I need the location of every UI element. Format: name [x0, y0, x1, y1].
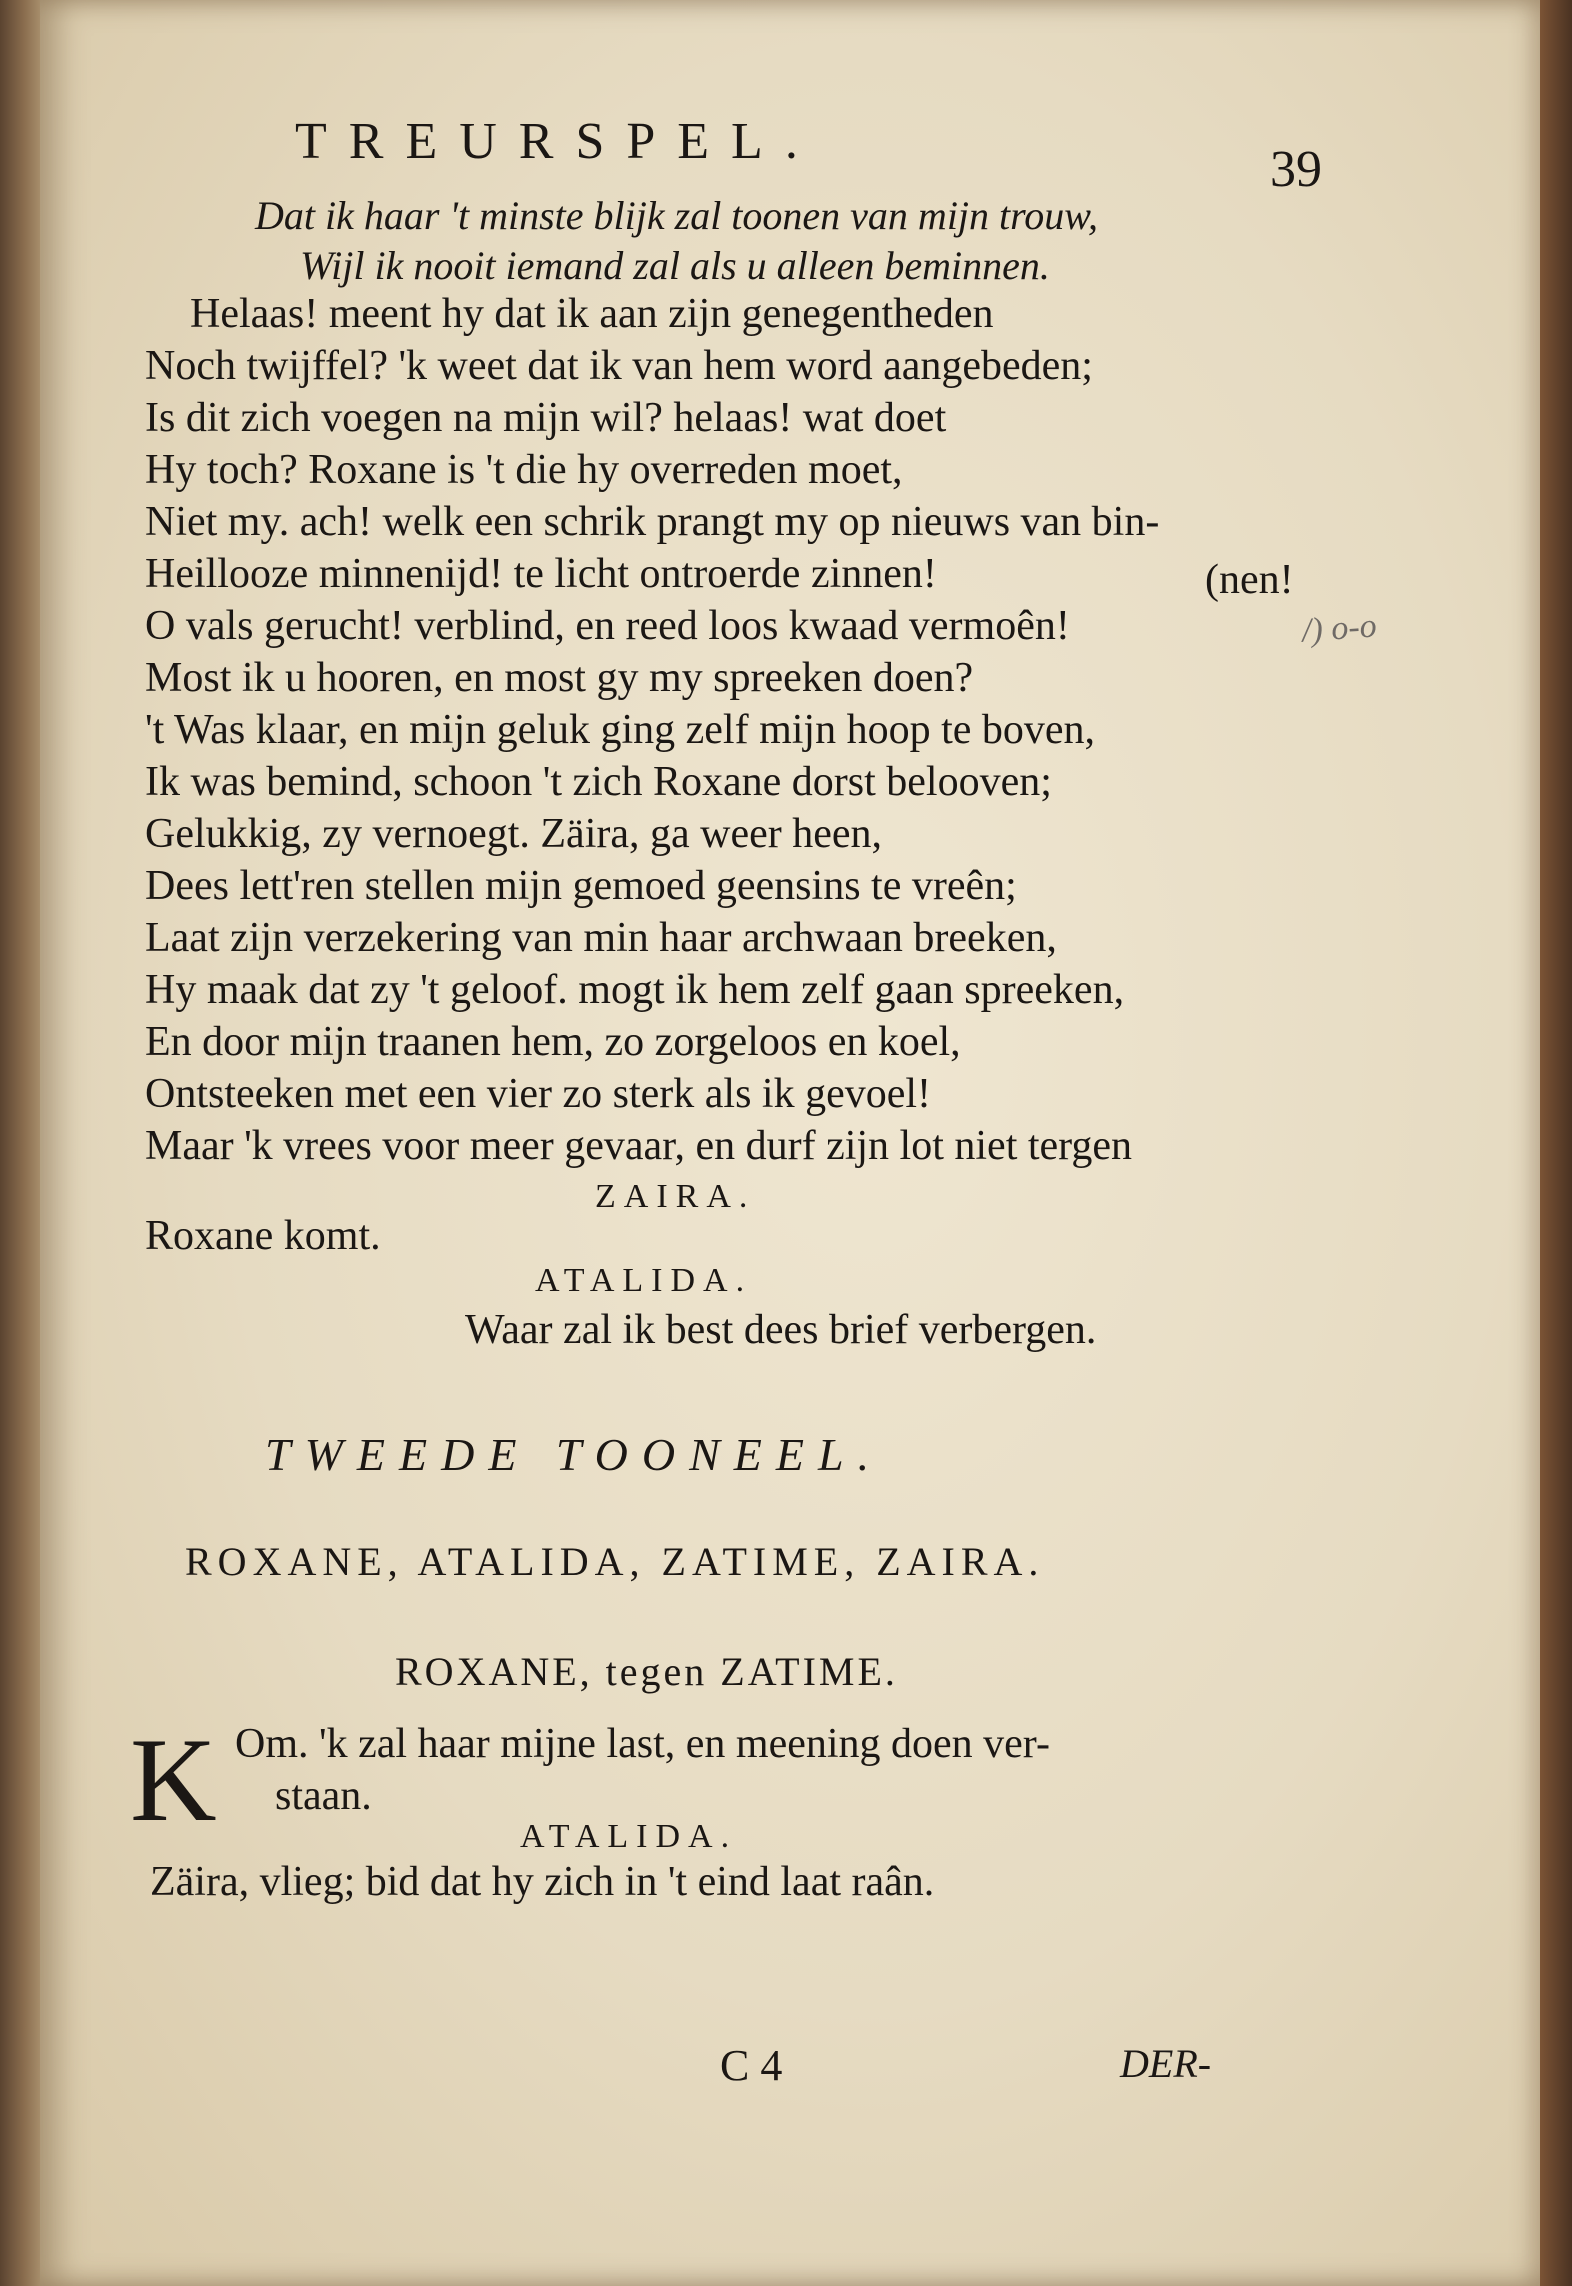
dialogue-roxane-line-2: staan.	[275, 1773, 372, 1819]
verse-line-5-tail: (nen!	[1205, 557, 1294, 603]
book-page	[40, 0, 1540, 2286]
handwritten-margin-note: /) o-o	[1300, 607, 1378, 650]
verse-line-7: O vals gerucht! verblind, en reed loos kwaad vermoên!	[145, 603, 1070, 649]
dialogue-zaira: Roxane komt.	[145, 1213, 381, 1259]
signature-mark: C 4	[720, 2041, 783, 2090]
cast-list: ROXANE, ATALIDA, ZATIME, ZAIRA.	[185, 1539, 1045, 1584]
catchword: DER-	[1120, 2041, 1212, 2086]
verse-line-11: Gelukkig, zy vernoegt. Zäira, ga weer heen,	[145, 811, 883, 857]
verse-line-16: Ontsteeken met een vier zo sterk als ik gevoel!	[145, 1071, 932, 1117]
verse-line-15: En door mijn traanen hem, zo zorgeloos en koel,	[145, 1019, 961, 1065]
running-head: TREURSPEL.	[295, 113, 820, 170]
dialogue-atalida-1: Waar zal ik best dees brief verbergen.	[465, 1307, 1097, 1353]
verse-line-2: Noch twijffel? 'k weet dat ik van hem word aangebeden;	[145, 343, 1093, 389]
stage-direction: ROXANE, tegen ZATIME.	[395, 1649, 898, 1694]
speaker-zaira: ZAIRA.	[595, 1178, 756, 1215]
page-number: 39	[1270, 141, 1322, 198]
speaker-atalida-1: ATALIDA.	[535, 1262, 753, 1299]
verse-line-12: Dees lett'ren stellen mijn gemoed geensins te vreên;	[145, 863, 1017, 909]
dialogue-roxane-line-1: Om. 'k zal haar mijne last, en meening doen ver-	[235, 1721, 1050, 1767]
italic-line-1: Dat ik haar 't minste blijk zal toonen van mijn trouw,	[255, 193, 1098, 238]
verse-line-3: Is dit zich voegen na mijn wil? helaas! wat doet	[145, 395, 947, 441]
verse-line-4: Hy toch? Roxane is 't die hy overreden moet,	[145, 447, 903, 493]
verse-line-6: Heillooze minnenijd! te licht ontroerde zinnen!	[145, 551, 937, 597]
speaker-atalida-2: ATALIDA.	[520, 1818, 738, 1855]
verse-line-8: Most ik u hooren, en most gy my spreeken doen?	[145, 655, 974, 701]
verse-line-5: Niet my. ach! welk een schrik prangt my op nieuws van bin-	[145, 499, 1160, 545]
verse-line-17: Maar 'k vrees voor meer gevaar, en durf zijn lot niet tergen	[145, 1123, 1133, 1169]
scene-title: TWEEDE TOONEEL.	[265, 1429, 884, 1480]
verse-line-14: Hy maak dat zy 't geloof. mogt ik hem zelf gaan spreeken,	[145, 967, 1125, 1013]
verse-line-13: Laat zijn verzekering van min haar archwaan breeken,	[145, 915, 1057, 961]
drop-cap-letter: K	[130, 1713, 217, 1846]
italic-line-2: Wijl ik nooit iemand zal als u alleen beminnen.	[300, 243, 1050, 288]
dialogue-atalida-2: Zäira, vlieg; bid dat hy zich in 't eind laat raân.	[150, 1859, 935, 1905]
verse-line-10: Ik was bemind, schoon 't zich Roxane dorst belooven;	[145, 759, 1052, 805]
verse-line-9: 't Was klaar, en mijn geluk ging zelf mijn hoop te boven,	[145, 707, 1096, 753]
verse-line-1: Helaas! meent hy dat ik aan zijn genegentheden	[190, 291, 994, 337]
